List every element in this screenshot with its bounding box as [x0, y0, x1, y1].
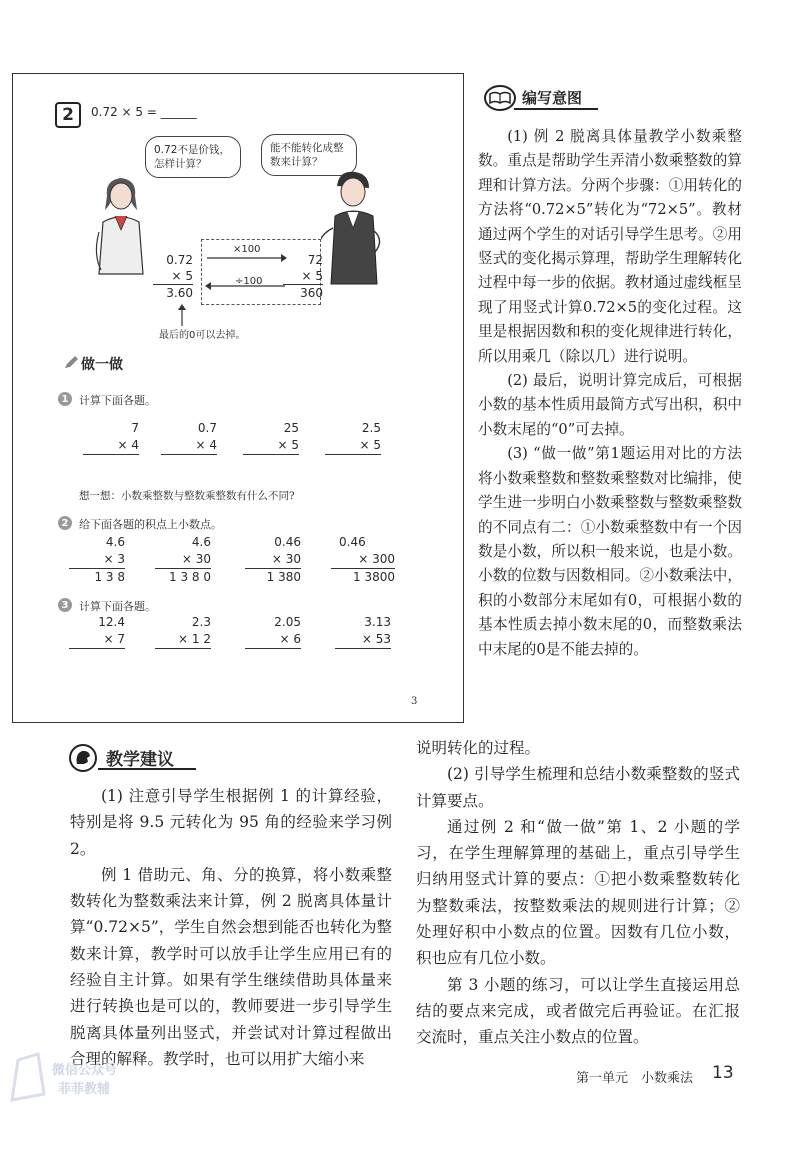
zero-note: 最后的0可以去掉。 [159, 330, 246, 341]
operand: 12.4 [98, 615, 125, 629]
suggestion-paragraph: 通过例 2 和“做一做”第 1、2 小题的学习，在学生理解算理的基础上，重点引导学生归纳用竖式计算的要点：①把小数乘整数转化为整数乘法，按整数乘法的规则进行计算；②处理好积中小数点的位置。因数有几位小数，积也应有几位小数。 [416, 817, 740, 968]
operand: 7 [131, 421, 139, 435]
pencil-icon [63, 356, 79, 370]
teaching-head-icon [68, 744, 98, 772]
think-question: 想一想：小数乘整数与整数乘整数有什么不同? [79, 490, 295, 502]
watermark-logo-icon [8, 1050, 48, 1106]
operator-line: × 53 [335, 631, 391, 649]
operator-line: × 30 [155, 551, 211, 569]
intent-body [478, 125, 742, 662]
operator-line: × 6 [245, 631, 301, 649]
operator-line: × 300 [331, 551, 395, 569]
left-product: 3.60 [153, 284, 193, 301]
right-product: 360 [283, 284, 323, 301]
operator-line: × 1 2 [155, 631, 211, 649]
suggestions-right-column [416, 735, 740, 1051]
suggestion-paragraph: (1) 注意引导学生根据例 1 的计算经验，特别是将 9.5 元转化为 95 角的经验来学习例 2。 [70, 787, 392, 858]
operand: 2.5 [361, 421, 381, 435]
right-vertical-calc [283, 252, 323, 301]
q1-number: 1 [58, 392, 72, 406]
q1-item [161, 420, 217, 455]
product: 1 3800 [353, 570, 395, 584]
q3-item [69, 614, 125, 649]
operator-line: × 5 [243, 437, 299, 455]
operator-line: × 7 [69, 631, 125, 649]
q2-prompt: 给下面各题的积点上小数点。 [79, 518, 222, 531]
operator-line: × 5 [325, 437, 381, 455]
girl-illustration [91, 174, 151, 286]
footer-unit: 第一单元 小数乘法 [576, 1071, 694, 1086]
q3-item [245, 614, 301, 649]
operator-line: × 4 [161, 437, 217, 455]
operator-line: × 3 [69, 551, 125, 569]
example-number: 2 [62, 105, 74, 125]
operator-line: × 4 [83, 437, 139, 455]
right-multiplicand: 72 [307, 253, 323, 267]
intent-paragraph: (2) 最后，说明计算完成后，可根据小数的基本性质用最简方式写出积，积中小数末尾的“0”可去掉。 [478, 372, 742, 438]
left-multiplicand: 0.72 [166, 253, 193, 267]
textbook-panel [12, 73, 464, 723]
intent-heading: 编写意图 [522, 89, 583, 107]
operand: 0.46 [339, 535, 366, 549]
watermark-line1: 微信公众号 [52, 1063, 118, 1078]
intent-paragraph: (1) 例 2 脱离具体量教学小数乘整数。重点是帮助学生弄清小数乘整数的算理和计算方法。分两个步骤：①用转化的方法将“0.72×5”转化为“72×5”。教材通过两个学生的对话引导学生思考。②用竖式的变化揭示算理，帮助学生理解转化过程中每一步的依据。教材通过虚线框呈现了用竖式计算0.72×5的变化过程。这里是根据因数和积的变化规律进行转化，所以用乘几（除以几）进行说明。 [478, 128, 742, 365]
arrow-bottom-label: ÷100 [235, 276, 263, 287]
example-problem: 0.72 × 5 = ______ [91, 105, 197, 119]
example-number-box [55, 102, 81, 128]
q1-prompt: 计算下面各题。 [79, 394, 156, 407]
operator-line: × 30 [245, 551, 301, 569]
suggestion-paragraph: (2) 引导学生梳理和总结小数乘整数的竖式计算要点。 [416, 765, 740, 810]
q3-number: 3 [58, 598, 72, 612]
q1-item [243, 420, 299, 455]
q3-prompt: 计算下面各题。 [79, 600, 156, 613]
up-arrow-icon [177, 304, 187, 326]
left-multiplier: × 5 [171, 269, 193, 283]
product: 1 3 8 [94, 570, 125, 584]
product: 1 380 [266, 570, 301, 584]
operand: 2.3 [191, 615, 211, 629]
suggestion-paragraph: 第 3 小题的练习，可以让学生直接运用总结的要点来完成，或者做完后再验证。在汇报交流时，重点关注小数点的位置。 [416, 975, 740, 1047]
open-book-icon [484, 85, 516, 111]
q2-item [331, 534, 395, 586]
girl-speech-bubble: 0.72不是价钱，怎样计算？ [145, 136, 241, 178]
intent-paragraph: (3) “做一做”第1题运用对比的方法将小数乘整数和整数乘整数对比编排，使学生进一步明白小数乘整数与整数乘整数的不同点有二：①小数乘整数中有一个因数是小数，所以积一般来说，也是小数。小数的位数与因数相同。②小数乘法中，积的小数部分末尾如有0，可根据小数的基本性质去掉小数末尾的0，而整数乘法中末尾的0是不能去掉的。 [478, 445, 742, 658]
q3-item [335, 614, 391, 649]
suggestion-continuation: 说明转化的过程。 [416, 739, 541, 757]
suggestion-paragraph: 例 1 借助元、角、分的换算，将小数乘整数转化为整数乘法来计算，例 2 脱离具体量计算“0.72×5”，学生自然会想到能否也转化为整数来计算，教学时可以放手让学生应用已有的经验自主计算。如果有学生继续借助具体量来进行转换也是可以的，教师要进一步引导学生脱离具体量列出竖式，并尝试对计算过程做出合理的解释。教学时，也可以用扩大缩小来 [70, 865, 392, 1068]
q1-item [83, 420, 139, 455]
operand: 4.6 [191, 535, 211, 549]
q1-item [325, 420, 381, 455]
operand: 3.13 [364, 615, 391, 629]
boy-speech-bubble: 能不能转化成整数来计算？ [261, 134, 357, 176]
suggestions-heading: 教学建议 [106, 750, 174, 770]
q3-item [155, 614, 211, 649]
suggestions-left-column [70, 783, 392, 1072]
operand: 0.46 [274, 535, 301, 549]
boy-illustration [321, 168, 387, 288]
q2-item [155, 534, 211, 586]
textbook-page-number: 3 [411, 696, 418, 707]
q2-item [245, 534, 301, 586]
q2-item [69, 534, 125, 586]
practice-title: 做一做 [81, 357, 123, 373]
left-vertical-calc [153, 252, 193, 301]
operand: 0.7 [197, 421, 217, 435]
arrow-top-label: ×100 [233, 244, 261, 255]
operand: 4.6 [105, 535, 125, 549]
q2-number: 2 [58, 516, 72, 530]
right-arrow-icon [205, 254, 287, 262]
watermark-line2: 菲菲教辅 [58, 1082, 111, 1097]
product: 1 3 8 0 [169, 570, 211, 584]
right-multiplier: × 5 [301, 269, 323, 283]
operand: 2.05 [274, 615, 301, 629]
operand: 25 [283, 421, 299, 435]
footer-page-number: 13 [712, 1063, 734, 1083]
